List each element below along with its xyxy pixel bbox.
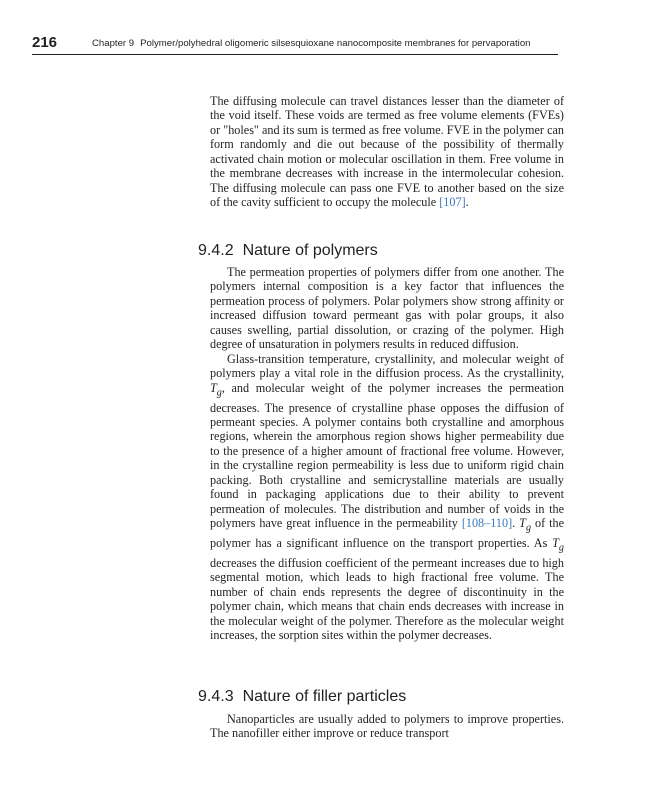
section-heading-9-4-3: 9.4.3 Nature of filler particles (198, 688, 407, 705)
paragraph: Glass-transition temperature, crystallinity, and molecular weight of polymers play a vital role in the diffusion process. As the crystallinity, $T_g$, and molecular weight of the polymer increases the permeation decreases. The presence of crystalline phase opposes the diffusion of permeant species. A polymer contains both crystalline and amorphous regions, wherein the amorphous region shows higher permeability due to the presence of a higher amount of fractional free volume. However, in the crystalline region permeability is less due to uniform rigid chain packing. Both crystalline and semicrystalline materials are usually found in packaging applications due to their ability to prevent permeation of molecules. The distribution and number of voids in the polymers have great influence in the permeability [108–110]. $T_g$ of the polymer has a significant influence on the transport properties. As $T_g$ decreases the diffusion coefficient of the permeant increases due to high segmental motion, which leads to high fractional free volume. The number of chain ends represents the degree of discontinuity in the polymer chain, which means that chain ends decreases with increase in the molecular weight of the polymer. Therefore as the molecular weight increases, the sorption sites within the polymer decreases. (210, 351, 564, 643)
running-title (92, 38, 531, 49)
citation-108-110-link[interactable]: [108–110] (461, 516, 513, 531)
chapter-title: Polymer/polyhedral oligomeric silsesquioxane nanocomposite membranes for pervaporation (140, 38, 531, 49)
chapter-label: Chapter 9 (92, 38, 135, 49)
page-number: 216 (32, 34, 58, 51)
citation-107-link[interactable]: [107] (439, 195, 466, 210)
paragraph: Nanoparticles are usually added to polymers to improve properties. The nanofiller either improve or reduce transport (210, 712, 564, 741)
section-9-4-2-body (210, 265, 564, 643)
running-header (32, 34, 558, 55)
paragraph: The permeation properties of polymers differ from one another. The polymers internal composition is a key factor that influences the permeation process of polymers. Polar polymers show strong affinity or increased diffusion toward permeant gas with polar groups, it also causes swelling, partial dissolution, or crazing of the polymer. High degree of unsaturation in polymers results in reduced diffusion. (210, 265, 564, 352)
section-heading-9-4-2: 9.4.2 Nature of polymers (198, 242, 378, 259)
section-9-4-3-body (210, 712, 564, 741)
intro-paragraph-block (210, 94, 564, 210)
intro-paragraph: The diffusing molecule can travel distances lesser than the diameter of the void itself. These voids are termed as free volume elements (FVEs) or "holes" and its sum is termed as free volume. FVE in the polymer can form randomly and die out because of the possibility of thermally activated chain motion or molecular oscillation in them. Free volume in the membrane decreases with increase in the intermolecular cohesion. The diffusing molecule can pass one FVE to another based on the size of the cavity sufficient to occupy the molecule [107]. (210, 94, 564, 210)
